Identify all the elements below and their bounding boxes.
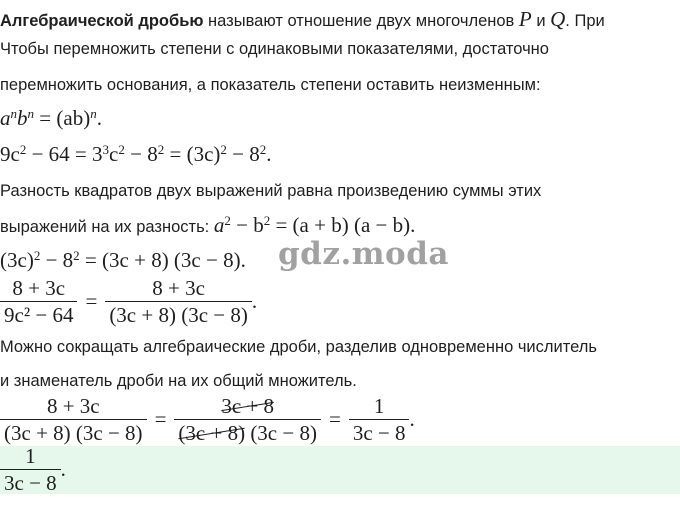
frac1-den: 9c² − 64: [0, 301, 77, 327]
f-mid: = (ab): [34, 106, 91, 130]
definition-tail: . При: [565, 12, 605, 30]
f-end: .: [96, 106, 102, 130]
s1-e2: 3: [102, 141, 110, 157]
fraction-5: [349, 394, 410, 445]
frac4-den-struck: (3c + 8): [178, 421, 246, 445]
s1-c: c: [109, 142, 119, 166]
answer-num: 1: [25, 444, 36, 468]
s1-h: .: [266, 142, 272, 166]
step1-equation: [0, 142, 272, 167]
step3-equation: [0, 276, 257, 327]
s1-e5: 2: [220, 141, 227, 157]
frac1-num: 8 + 3c: [12, 276, 66, 300]
period-2: .: [409, 407, 415, 431]
s1-e4: 2: [157, 141, 165, 157]
r2-e2: 2: [263, 212, 271, 228]
frac2-den: (3c + 8) (3c − 8): [105, 301, 252, 327]
r2-e1: 2: [224, 212, 231, 228]
f-exp1: n: [10, 105, 18, 121]
s1-b: − 64 = 3: [26, 142, 103, 166]
s2-b: − 8: [40, 248, 74, 272]
eq-sign-2: =: [328, 407, 341, 431]
fraction-1: [0, 276, 77, 327]
fraction-4: [174, 394, 321, 445]
frac3-den: (3c + 8) (3c − 8): [0, 419, 147, 445]
var-p: P: [518, 7, 532, 31]
frac5-num: 1: [373, 394, 385, 418]
f-exp3: n: [90, 105, 97, 121]
watermark-logo: gdz.moda: [278, 236, 449, 272]
s1-e3: 2: [118, 141, 125, 157]
rule1-line2: перемножить основания, а показатель степени оставить неизменным:: [0, 76, 541, 94]
f-b: b: [17, 106, 28, 130]
answer-den: 3c − 8: [0, 469, 61, 495]
s1-f: = (3c): [164, 142, 221, 166]
s2-e2: 2: [73, 247, 80, 263]
bold-term: Алгебраической дробью: [0, 12, 204, 30]
answer-box: [0, 446, 680, 494]
step2-equation: [0, 248, 246, 273]
frac4-num-struck: 3c + 8: [221, 394, 275, 418]
s1-d: − 8: [124, 142, 158, 166]
rule2-line2: [0, 214, 415, 238]
s2-a: (3c): [0, 248, 34, 272]
answer-period: .: [60, 457, 66, 481]
fraction-2: [105, 276, 252, 327]
s2-e1: 2: [33, 247, 41, 263]
rule1-line1: Чтобы перемножить степени с одинаковыми показателями, достаточно: [0, 40, 549, 58]
s1-e1: 2: [19, 141, 27, 157]
rule2-line1: Разность квадратов двух выражений равна произведению суммы этих: [0, 182, 542, 200]
step4-equation: [0, 394, 415, 445]
r2-a: a: [213, 213, 225, 237]
eq-sign: =: [85, 289, 98, 313]
fraction-3: [0, 394, 147, 445]
s1-g: − 8: [226, 142, 260, 166]
period: .: [251, 289, 258, 313]
frac5-den: 3c − 8: [349, 419, 410, 445]
frac3-num: 8 + 3c: [46, 394, 100, 418]
s2-c: = (3c + 8) (3c − 8).: [79, 248, 246, 272]
r2-c: = (a + b) (a − b).: [270, 213, 416, 237]
f-exp2: n: [27, 105, 35, 121]
conj-text: и: [531, 12, 551, 30]
s1-e6: 2: [259, 141, 267, 157]
frac4-den-rest: (3c − 8): [245, 421, 317, 445]
s1-a: 9c: [0, 142, 20, 166]
r2-b: − b: [230, 213, 264, 237]
definition-text: называют отношение двух многочленов: [203, 12, 519, 30]
frac2-num: 8 + 3c: [152, 276, 205, 300]
definition-line: [0, 8, 605, 32]
eq-sign-1: =: [154, 407, 167, 431]
f-a: a: [0, 106, 11, 130]
rule3-line1: Можно сокращать алгебраические дроби, разделив одновременно числитель: [0, 338, 597, 356]
answer-fraction: [0, 444, 61, 495]
powers-formula: [0, 106, 102, 131]
rule2-text: выражений на их разность:: [0, 218, 214, 236]
answer-equation: [0, 444, 66, 495]
var-q: Q: [550, 7, 566, 31]
rule3-line2: и знаменатель дроби на их общий множитель.: [0, 372, 357, 390]
